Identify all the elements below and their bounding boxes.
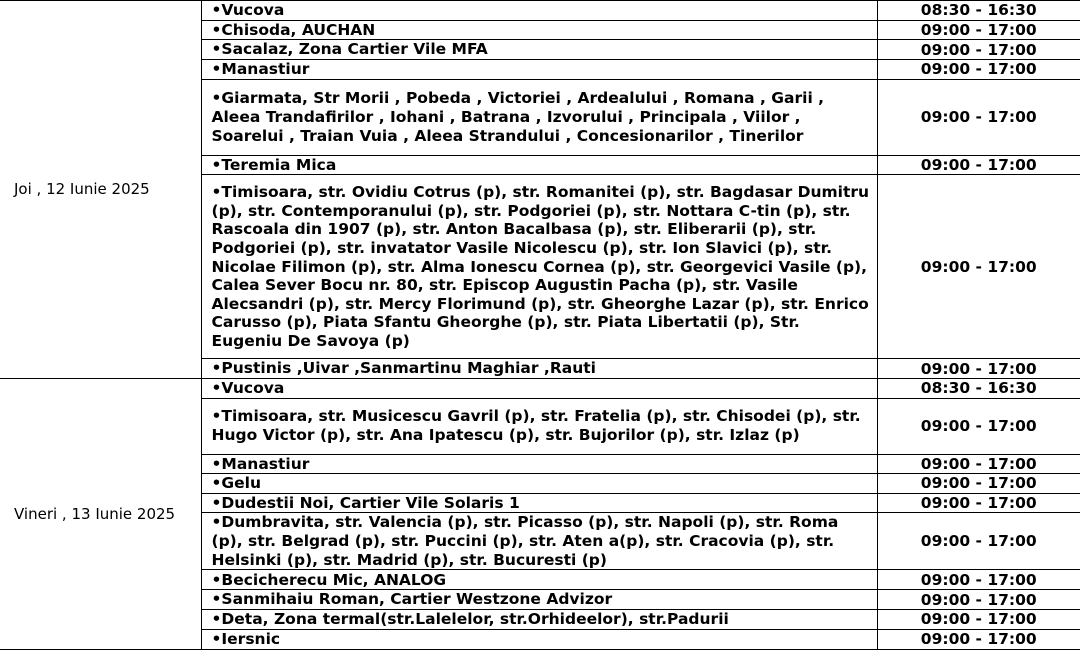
area-cell: •Sanmihaiu Roman, Cartier Westzone Advizor (201, 590, 877, 610)
time-interval-cell: 09:00 - 17:00 (877, 513, 1080, 570)
schedule-row (0, 1, 1080, 21)
time-interval-cell: 09:00 - 17:00 (877, 359, 1080, 379)
time-interval-cell: 09:00 - 17:00 (877, 609, 1080, 629)
time-interval-cell: 09:00 - 17:00 (877, 398, 1080, 454)
time-interval-cell: 09:00 - 17:00 (877, 590, 1080, 610)
time-interval-cell: 09:00 - 17:00 (877, 454, 1080, 474)
area-cell: •Becicherecu Mic, ANALOG (201, 570, 877, 590)
area-cell: •Iersnic (201, 629, 877, 649)
time-interval-cell: 08:30 - 16:30 (877, 378, 1080, 398)
area-cell: •Sacalaz, Zona Cartier Vile MFA (201, 40, 877, 60)
time-interval-cell: 09:00 - 17:00 (877, 570, 1080, 590)
area-cell: •Chisoda, AUCHAN (201, 20, 877, 40)
day-cell: Vineri , 13 Iunie 2025 (0, 378, 201, 649)
day-cell: Joi , 12 Iunie 2025 (0, 1, 201, 379)
area-cell: •Manastiur (201, 60, 877, 80)
area-cell: •Deta, Zona termal(str.Lalelelor, str.Orhideelor), str.Padurii (201, 609, 877, 629)
time-interval-cell: 09:00 - 17:00 (877, 40, 1080, 60)
time-interval-cell: 09:00 - 17:00 (877, 155, 1080, 175)
time-interval-cell: 09:00 - 17:00 (877, 60, 1080, 80)
area-cell: •Teremia Mica (201, 155, 877, 175)
schedule-body (0, 1, 1080, 650)
time-interval-cell: 09:00 - 17:00 (877, 175, 1080, 359)
time-interval-cell: 09:00 - 17:00 (877, 474, 1080, 494)
area-cell: •Gelu (201, 474, 877, 494)
schedule-row (0, 378, 1080, 398)
area-cell: •Dumbravita, str. Valencia (p), str. Picasso (p), str. Napoli (p), str. Roma (p), str. Belgrad (p), str. Puccini (p), str. Aten a(p), str. Cracovia (p), str. Helsinki (p), str. Madrid (p), str. Bucuresti (p) (201, 513, 877, 570)
area-cell: •Pustinis ,Uivar ,Sanmartinu Maghiar ,Rauti (201, 359, 877, 379)
area-cell: •Vucova (201, 378, 877, 398)
time-interval-cell: 09:00 - 17:00 (877, 79, 1080, 155)
area-cell: •Vucova (201, 1, 877, 21)
area-cell: •Dudestii Noi, Cartier Vile Solaris 1 (201, 493, 877, 513)
time-interval-cell: 09:00 - 17:00 (877, 629, 1080, 649)
time-interval-cell: 08:30 - 16:30 (877, 1, 1080, 21)
time-interval-cell: 09:00 - 17:00 (877, 20, 1080, 40)
area-cell: •Timisoara, str. Ovidiu Cotrus (p), str. Romanitei (p), str. Bagdasar Dumitru (p), str. Contemporanului (p), str. Podgoriei (p), str. Nottara C-tin (p), str. Rascoala din 1907 (p), str. Anton Bacalbasa (p), str. Eliberarii (p), str. Podgoriei (p), str. invatator Vasile Nicolescu (p), str. Ion Slavici (p), str. Nicolae Filimon (p), str. Alma Ionescu Cornea (p), str. Georgevici Vasile (p), Calea Sever Bocu nr. 80, str. Episcop Augustin Pacha (p), str. Vasile Alecsandri (p), str. Mercy Florimund (p), str. Gheorghe Lazar (p), str. Enrico Carusso (p), Piata Sfantu Gheorghe (p), str. Piata Libertatii (p), Str. Eugeniu De Savoya (p) (201, 175, 877, 359)
area-cell: •Timisoara, str. Musicescu Gavril (p), str. Fratelia (p), str. Chisodei (p), str. Hugo Victor (p), str. Ana Ipatescu (p), str. Bujorilor (p), str. Izlaz (p) (201, 398, 877, 454)
area-cell: •Manastiur (201, 454, 877, 474)
area-cell: •Giarmata, Str Morii , Pobeda , Victoriei , Ardealului , Romana , Garii , Aleea Trandafirilor , Iohani , Batrana , Izvorului , Principala , Viilor , Soarelui , Traian Vuia , Aleea Strandului , Concesionarilor , Tinerilor (201, 79, 877, 155)
time-interval-cell: 09:00 - 17:00 (877, 493, 1080, 513)
